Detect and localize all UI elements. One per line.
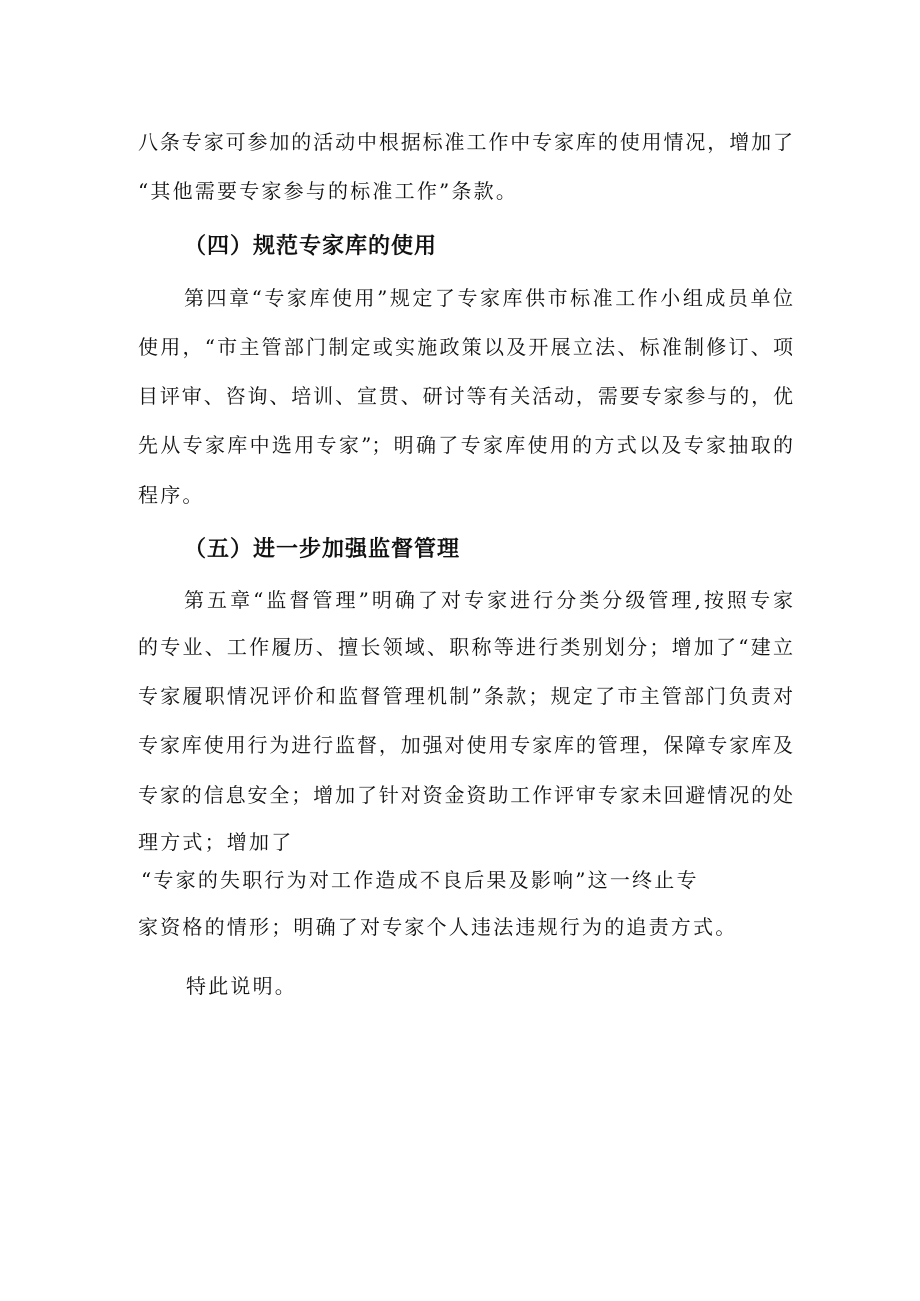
body-text-line: “其他需要专家参与的标准工作”条款。 xyxy=(138,179,519,203)
body-text-line: 先从专家库中选用专家”；明确了专家库使用的方式以及专家抽取的 xyxy=(138,433,793,457)
section-heading-four: （四）规范专家库的使用 xyxy=(184,234,438,259)
body-text-line: 第五章“监督管理”明确了对专家进行分类分级管理,按照专家 xyxy=(184,588,793,612)
body-text-line: 目评审、咨询、培训、宣贯、研讨等有关活动，需要专家参与的，优 xyxy=(138,384,793,408)
body-text-line: 家资格的情形；明确了对专家个人违法违规行为的追责方式。 xyxy=(138,915,738,939)
body-text-line: 专家履职情况评价和监督管理机制”条款；规定了市主管部门负责对 xyxy=(138,684,793,708)
body-text-line: 理方式；增加了 xyxy=(138,830,294,854)
closing-statement: 特此说明。 xyxy=(186,974,297,998)
body-text-line: 的专业、工作履历、擅长领域、职称等进行类别划分；增加了“建立 xyxy=(138,635,793,659)
body-text-line: 第四章“专家库使用”规定了专家库供市标准工作小组成员单位 xyxy=(184,286,793,310)
section-heading-five: （五）进一步加强监督管理 xyxy=(184,537,461,562)
body-text-line: “专家的失职行为对工作造成不良后果及影响”这一终止专 xyxy=(141,868,699,892)
body-text-line: 专家的信息安全；增加了针对资金资助工作评审专家未回避情况的处 xyxy=(138,783,793,807)
body-text-line: 专家库使用行为进行监督，加强对使用专家库的管理，保障专家库及 xyxy=(138,733,793,757)
body-text-line: 程序。 xyxy=(138,483,205,507)
body-text-line: 使用，“市主管部门制定或实施政策以及开展立法、标准制修订、项 xyxy=(138,335,793,359)
body-text-line: 八条专家可参加的活动中根据标准工作中专家库的使用情况，增加了 xyxy=(138,130,793,154)
